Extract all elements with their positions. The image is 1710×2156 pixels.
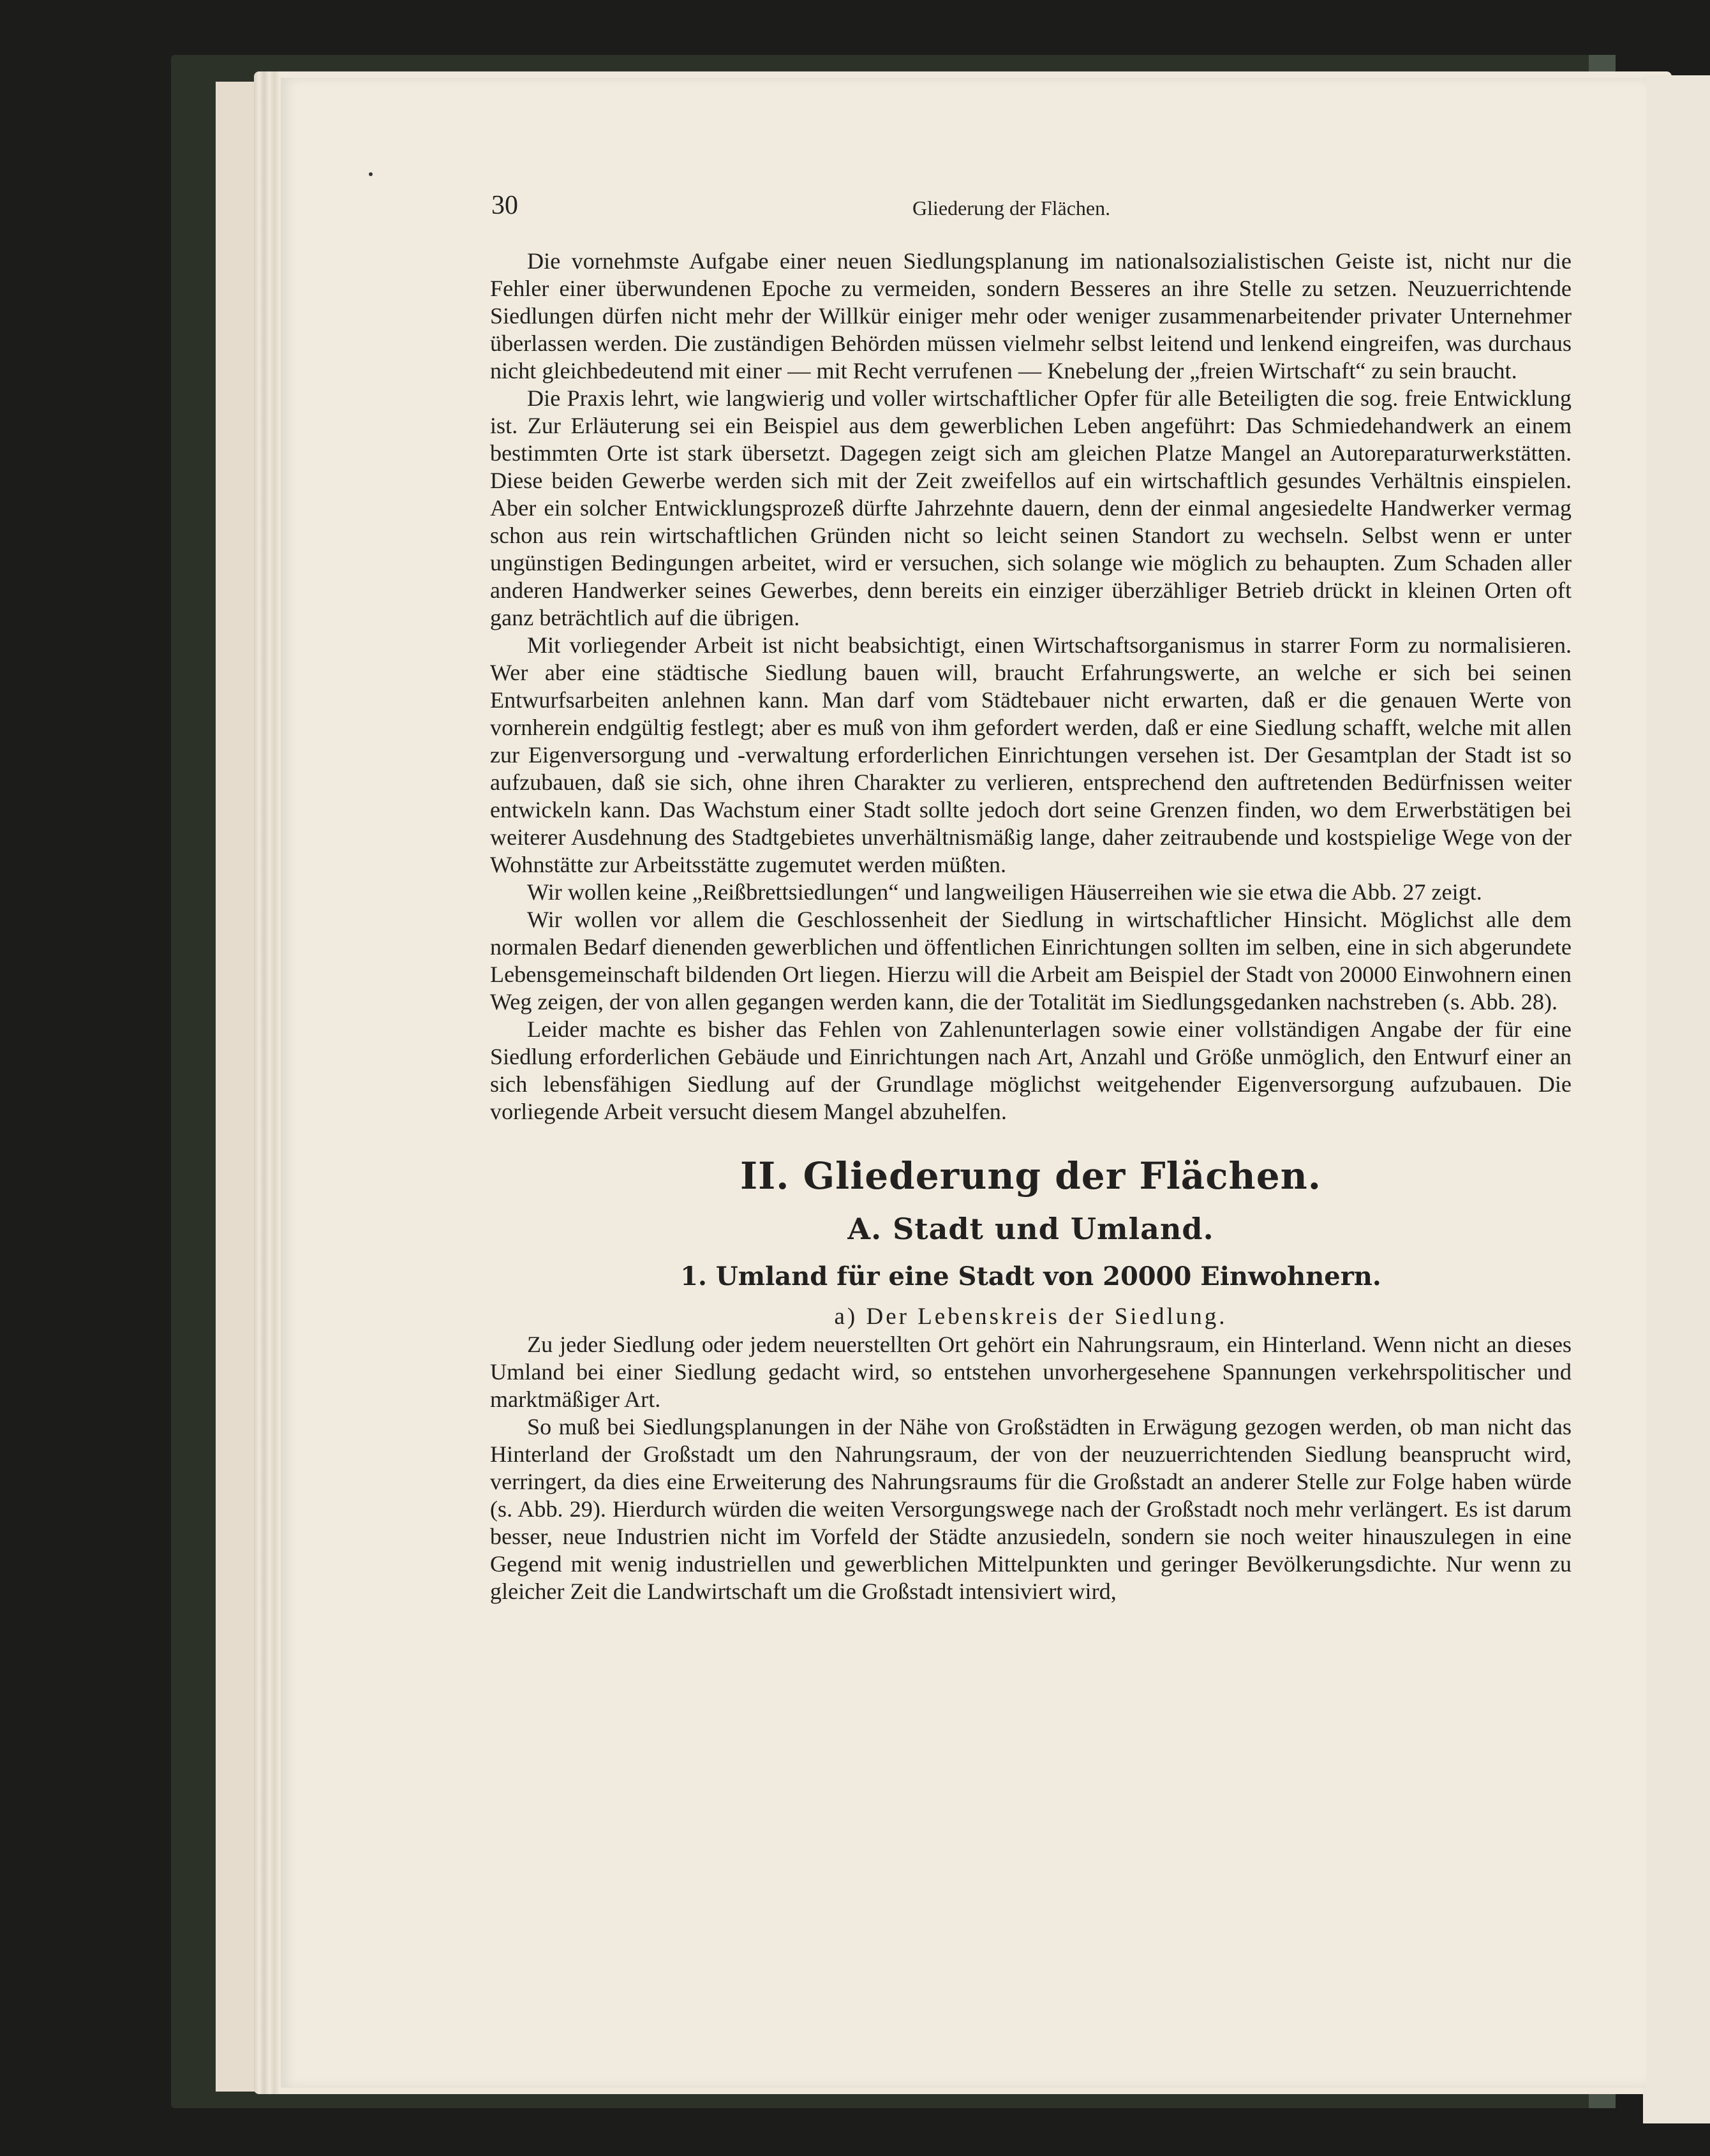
running-head: Gliederung der Flächen.: [912, 197, 1111, 219]
paragraph-6: Leider machte es bisher das Fehlen von Zahlenunterlagen sowie einer vollständigen Angabe der für eine Siedlung erforderlichen Gebäude und Einrichtungen nach Art, Anzahl und Größe unmöglich, den Entwurf einer an sich lebensfähigen Siedlung auf der Grundlage möglichst weitgehender Eigenversorgung aufzubauen. Die vorliegende Arbeit versucht diesem Mangel abzuhelfen.: [490, 1016, 1572, 1124]
paragraph-3: Mit vorliegender Arbeit ist nicht beabsichtigt, einen Wirtschaftsorganismus in starrer Form zu normalisieren. Wer aber eine städtische Siedlung bauen will, braucht Erfahrungswerte, an welche er sich bei seinen Entwurfsarbeiten anlehnen kann. Man darf vom Städtebauer nicht erwarten, daß er die genauen Werte von vornherein endgültig festlegt; aber es muß von ihm gefordert werden, daß er eine Siedlung schafft, welche mit allen zur Eigenversorgung und -verwaltung erforderlichen Einrichtungen versehen ist. Der Gesamtplan der Stadt ist so aufzubauen, daß sie sich, ohne ihren Charakter zu verlieren, entsprechend den auftretenden Bedürfnissen weiter entwickeln kann. Das Wachstum einer Stadt sollte jedoch dort seine Grenzen finden, wo dem Erwerbstätigen bei weiterer Ausdehnung des Stadtgebietes unverhältnismäßig lange, daher zeitraubende und kostspielige Wege von der Wohnstätte zur Arbeitsstätte zugemutet werden müßten.: [490, 632, 1572, 877]
paragraph-1: Die vornehmste Aufgabe einer neuen Siedlungsplanung im nationalsozialistischen Geiste ist, nicht nur die Fehler einer überwundenen Epoche zu vermeiden, sondern Besseres an ihre Stelle zu setzen. Neuzuerrichtende Siedlungen dürfen nicht mehr der Willkür einiger mehr oder weniger zusammenarbeitender privater Unternehmer überlassen werden. Die zuständigen Behörden müssen vielmehr selbst leitend und lenkend eingreifen, was durchaus nicht gleichbedeutend mit einer — mit Recht verrufenen — Knebelung der „freien Wirtschaft“ zu sein braucht.: [490, 248, 1572, 383]
chapter-heading: II. Gliederung der Flächen.: [740, 1154, 1321, 1198]
paragraph-8: So muß bei Siedlungsplanungen in der Nähe von Großstädten in Erwägung gezogen werden, ob man nicht das Hinterland der Großstadt um den Nahrungsraum, der von der neuzuerrichtenden Siedlung beansprucht wird, verringert, da dies eine Erweiterung des Nahrungsraums für die Großstadt an anderer Stelle zur Folge haben würde (s. Abb. 29). Hierdurch würden die weiten Versorgungswege nach der Großstadt noch mehr verlängert. Es ist darum besser, neue Industrien nicht im Vorfeld der Städte anzusiedeln, sondern sie noch weiter hinauszulegen in eine Gegend mit wenig industriellen und gewerblichen Mittelpunkten und geringer Bevölkerungsdichte. Nur wenn zu gleicher Zeit die Landwirtschaft um die Großstadt intensiviert wird,: [490, 1414, 1572, 1604]
subsubsection-heading: a) Der Lebenskreis der Siedlung.: [834, 1304, 1228, 1330]
page-number: 30: [491, 191, 518, 220]
page-body: [490, 248, 1572, 1605]
subsection-heading: 1. Umland für eine Stadt von 20000 Einwohnern.: [680, 1261, 1381, 1291]
paragraph-4: Wir wollen keine „Reißbrettsiedlungen“ und langweiligen Häuserreihen wie sie etwa die Abb. 27 zeigt.: [527, 879, 1482, 905]
paragraph-7: Zu jeder Siedlung oder jedem neuerstellten Ort gehört ein Nahrungsraum, ein Hinterland. Wenn nicht an dieses Umland bei einer Siedlung gedacht wird, so entstehen unvorhergesehene Spannungen verkehrspolitischer und marktmäßiger Art.: [490, 1332, 1572, 1412]
right-background: [1643, 75, 1710, 2123]
page-header: [491, 190, 1168, 228]
paragraph-2: Die Praxis lehrt, wie langwierig und voller wirtschaftlicher Opfer für alle Beteiligten die sog. freie Entwicklung ist. Zur Erläuterung sei ein Beispiel aus dem gewerblichen Leben angeführt: Das Schmiedehandwerk an einem bestimmten Orte ist stark übersetzt. Dagegen zeigt sich am gleichen Platze Mangel an Autoreparaturwerkstätten. Diese beiden Gewerbe werden sich mit der Zeit zweifellos auf ein wirtschaftlich gesundes Verhältnis einspielen. Aber ein solcher Entwicklungsprozeß dürfte Jahrzehnte dauern, denn der einmal angesiedelte Handwerker vermag schon aus rein wirtschaftlichen Gründen nicht so leicht seinen Standort zu wechseln. Selbst wenn er unter ungünstigen Bedingungen arbeitet, wird er versuchen, sich solange wie möglich zu behaupten. Zum Schaden aller anderen Handwerker seines Gewerbes, denn bereits ein einziger überzähliger Betrieb drückt in kleinen Orten oft ganz beträchtlich auf die übrigen.: [490, 385, 1572, 630]
section-heading: A. Stadt und Umland.: [847, 1212, 1214, 1246]
paragraph-5: Wir wollen vor allem die Geschlossenheit der Siedlung in wirtschaftlicher Hinsicht. Möglichst alle dem normalen Bedarf dienenden gewerblichen und öffentlichen Einrichtungen sollten im selben, eine in sich abgerundete Lebensgemeinschaft bildenden Ort liegen. Hierzu will die Arbeit am Beispiel der Stadt von 20000 Einwohnern einen Weg zeigen, der von allen gegangen werden kann, die der Totalität im Siedlungsgedanken nachstreben (s. Abb. 28).: [490, 907, 1572, 1015]
page-speck: [369, 172, 373, 176]
